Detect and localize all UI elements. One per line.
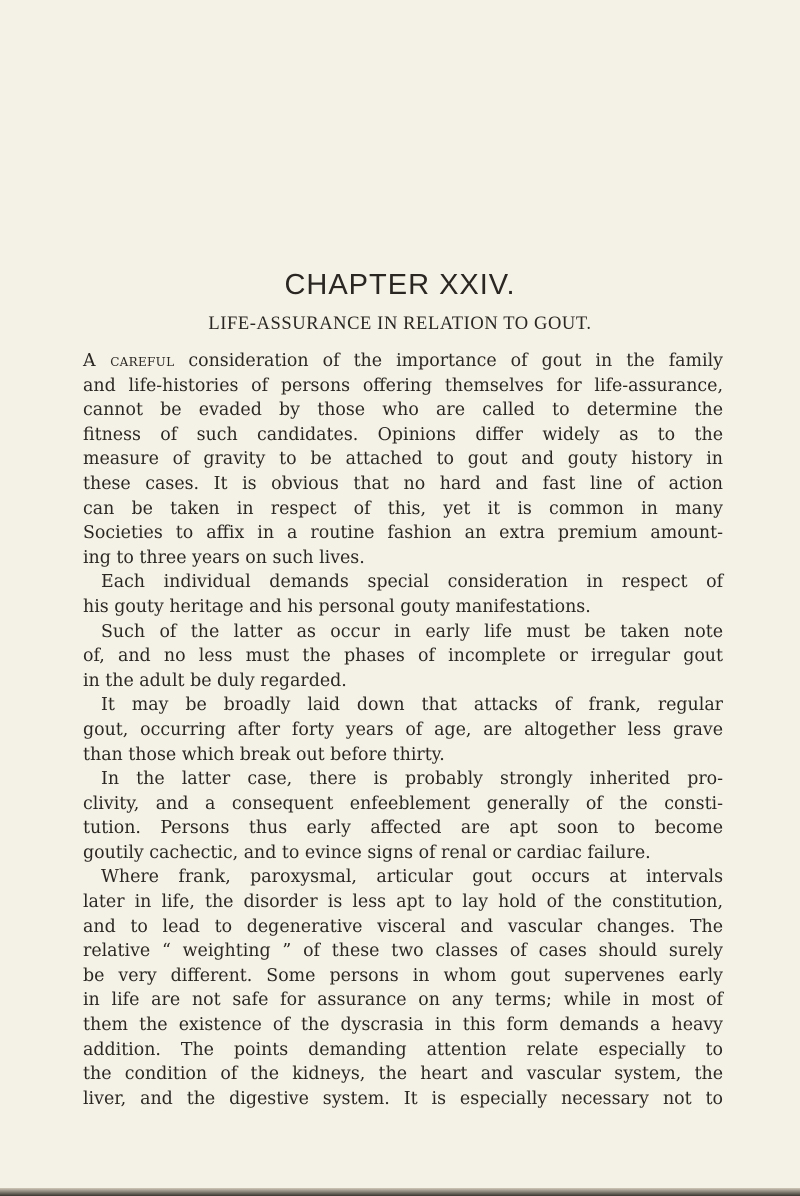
text-line: them the existence of the dyscrasia in this form demands a heavy xyxy=(83,1015,723,1036)
text-line: can be taken in respect of this, yet it is common in many xyxy=(83,498,723,519)
text-line: Each individual demands special consideration in respect of xyxy=(101,572,723,593)
text-line: clivity, and a consequent enfeeblement generally of the consti- xyxy=(83,793,723,814)
body-text xyxy=(83,349,723,1111)
page-edge xyxy=(0,1188,800,1196)
opening-smallcaps: A careful xyxy=(83,351,175,371)
text-line: later in life, the disorder is less apt to lay hold of the constitution, xyxy=(83,892,723,913)
text-line: the condition of the kidneys, the heart and vascular system, the xyxy=(83,1064,723,1085)
text-line: goutily cachectic, and to evince signs of renal or cardiac failure. xyxy=(83,842,651,863)
text-line: It may be broadly laid down that attacks of frank, regular xyxy=(101,695,723,716)
text-line: cannot be evaded by those who are called to determine the xyxy=(83,400,723,421)
text-line-content: consideration of the importance of gout in the family xyxy=(174,351,723,371)
text-line: liver, and the digestive system. It is especially necessary not to xyxy=(83,1088,723,1109)
text-line: In the latter case, there is probably strongly inherited pro- xyxy=(101,769,723,790)
text-line: addition. The points demanding attention relate especially to xyxy=(83,1039,723,1060)
text-line: and to lead to degenerative visceral and vascular changes. The xyxy=(83,916,723,937)
text-line: fitness of such candidates. Opinions differ widely as to the xyxy=(83,424,723,445)
text-line: be very different. Some persons in whom gout supervenes early xyxy=(83,965,723,986)
text-line: and life-histories of persons offering themselves for life-assurance, xyxy=(83,375,723,396)
text-line: these cases. It is obvious that no hard and fast line of action xyxy=(83,473,723,494)
text-line: gout, occurring after forty years of age, are altogether less grave xyxy=(83,719,723,740)
text-line: in the adult be duly regarded. xyxy=(83,670,347,691)
text-line: measure of gravity to be attached to gout and gouty history in xyxy=(83,449,723,470)
text-line: in life are not safe for assurance on any terms; while in most of xyxy=(83,990,723,1011)
text-line: Where frank, paroxysmal, articular gout occurs at intervals xyxy=(101,867,723,888)
text-line xyxy=(83,349,723,374)
text-line: than those which break out before thirty. xyxy=(83,744,445,765)
text-line: Such of the latter as occur in early life must be taken note xyxy=(101,621,723,642)
text-line: his gouty heritage and his personal gouty manifestations. xyxy=(83,596,591,617)
text-line: of, and no less must the phases of incomplete or irregular gout xyxy=(83,646,723,667)
chapter-subtitle: LIFE-ASSURANCE IN RELATION TO GOUT. xyxy=(208,314,592,334)
text-line: ing to three years on such lives. xyxy=(83,547,365,568)
text-line: Societies to affix in a routine fashion an extra premium amount- xyxy=(83,523,723,544)
text-line: tution. Persons thus early affected are apt soon to become xyxy=(83,818,723,839)
text-line: relative “ weighting ” of these two classes of cases should surely xyxy=(83,941,723,962)
chapter-title: CHAPTER XXIV. xyxy=(284,269,516,301)
